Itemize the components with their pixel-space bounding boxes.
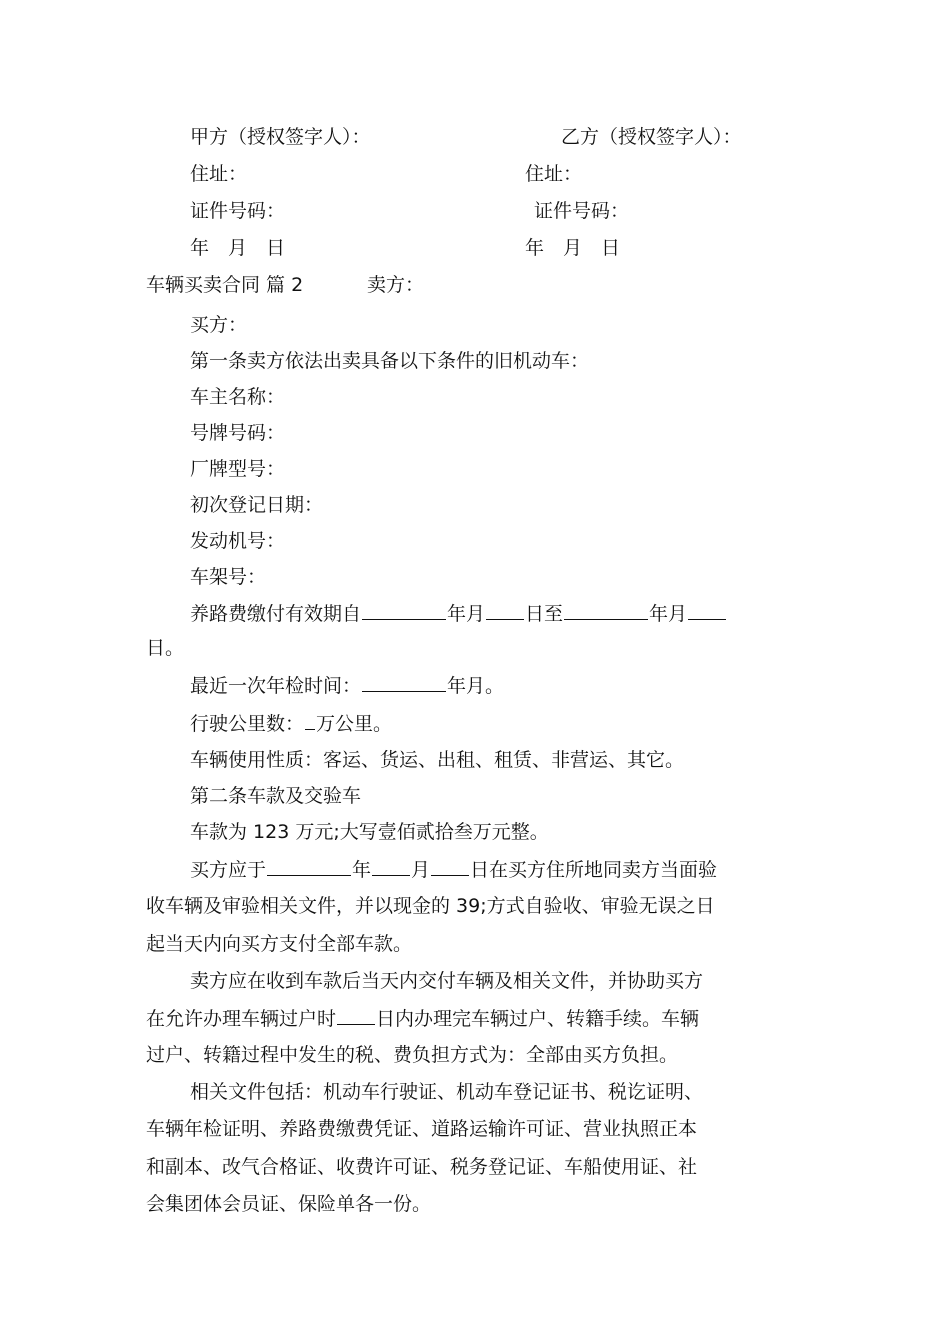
delivery-line-1: 卖方应在收到车款后当天内交付车辆及相关文件，并协助买方 (190, 970, 704, 992)
blank-line (362, 601, 446, 620)
payment-line-3: 起当天内向买方支付全部车款。 (146, 933, 413, 955)
seller-label: 卖方： (367, 274, 425, 296)
blank-line (564, 601, 648, 620)
blank-line (305, 711, 315, 730)
engine-number-label: 发动机号： (190, 530, 286, 552)
blank-line (267, 857, 351, 876)
first-registration-date-label: 初次登记日期： (190, 494, 324, 516)
annual-inspection-line: 最近一次年检时间： 年月。 (190, 675, 505, 697)
plate-number-label: 号牌号码： (190, 422, 286, 444)
delivery-line-2: 在允许办理车辆过户时 日内办理完车辆过户、转籍手续。车辆 (146, 1008, 700, 1030)
price-line: 车款为 123 万元;大写壹佰贰拾叁万元整。 (190, 821, 549, 843)
vehicle-usage-line: 车辆使用性质：客运、货运、出租、租赁、非营运、其它。 (190, 749, 685, 771)
party-a-id-label: 证件号码： (190, 200, 286, 222)
blank-line (431, 857, 469, 876)
mileage-line: 行驶公里数： 万公里。 (190, 713, 393, 735)
party-b-address-label: 住址： (525, 163, 583, 185)
delivery-line-3: 过户、转籍过程中发生的税、费负担方式为：全部由买方负担。 (146, 1044, 679, 1066)
documents-line-1: 相关文件包括：机动车行驶证、机动车登记证书、税讫证明、 (190, 1081, 704, 1103)
owner-name-label: 车主名称： (190, 386, 286, 408)
article-2-heading: 第二条车款及交验车 (190, 785, 362, 807)
blank-line (337, 1006, 375, 1025)
party-a-date: 年 月 日 (190, 237, 286, 259)
payment-line-2: 收车辆及审验相关文件，并以现金的 39;方式自验收、审验无误之日 (146, 895, 715, 917)
party-b-date: 年 月 日 (525, 237, 621, 259)
documents-line-2: 车辆年检证明、养路费缴费凭证、道路运输许可证、营业执照正本 (146, 1118, 698, 1140)
blank-line (688, 601, 726, 620)
documents-line-3: 和副本、改气合格证、收费许可证、税务登记证、车船使用证、社 (146, 1156, 698, 1178)
party-b-signatory-label: 乙方（授权签字人）： (561, 126, 742, 148)
blank-line (486, 601, 524, 620)
road-fee-validity-end: 日。 (146, 637, 185, 659)
party-a-signatory-label: 甲方（授权签字人）： (190, 126, 371, 148)
blank-line (362, 673, 446, 692)
frame-number-label: 车架号： (190, 566, 267, 588)
documents-line-4: 会集团体会员证、保险单各一份。 (146, 1193, 432, 1215)
road-fee-validity-line: 养路费缴付有效期自 年月 日至 年月 (190, 601, 727, 626)
payment-line-1: 买方应于 年 月 日在买方住所地同卖方当面验 (190, 859, 718, 881)
buyer-label: 买方： (190, 314, 248, 336)
party-a-address-label: 住址： (190, 163, 248, 185)
section-title: 车辆买卖合同 篇 2 (146, 274, 304, 296)
blank-line (372, 857, 410, 876)
party-b-id-label: 证件号码： (534, 200, 630, 222)
article-1-heading: 第一条卖方依法出卖具备以下条件的旧机动车： (190, 350, 590, 372)
brand-model-label: 厂牌型号： (190, 458, 286, 480)
